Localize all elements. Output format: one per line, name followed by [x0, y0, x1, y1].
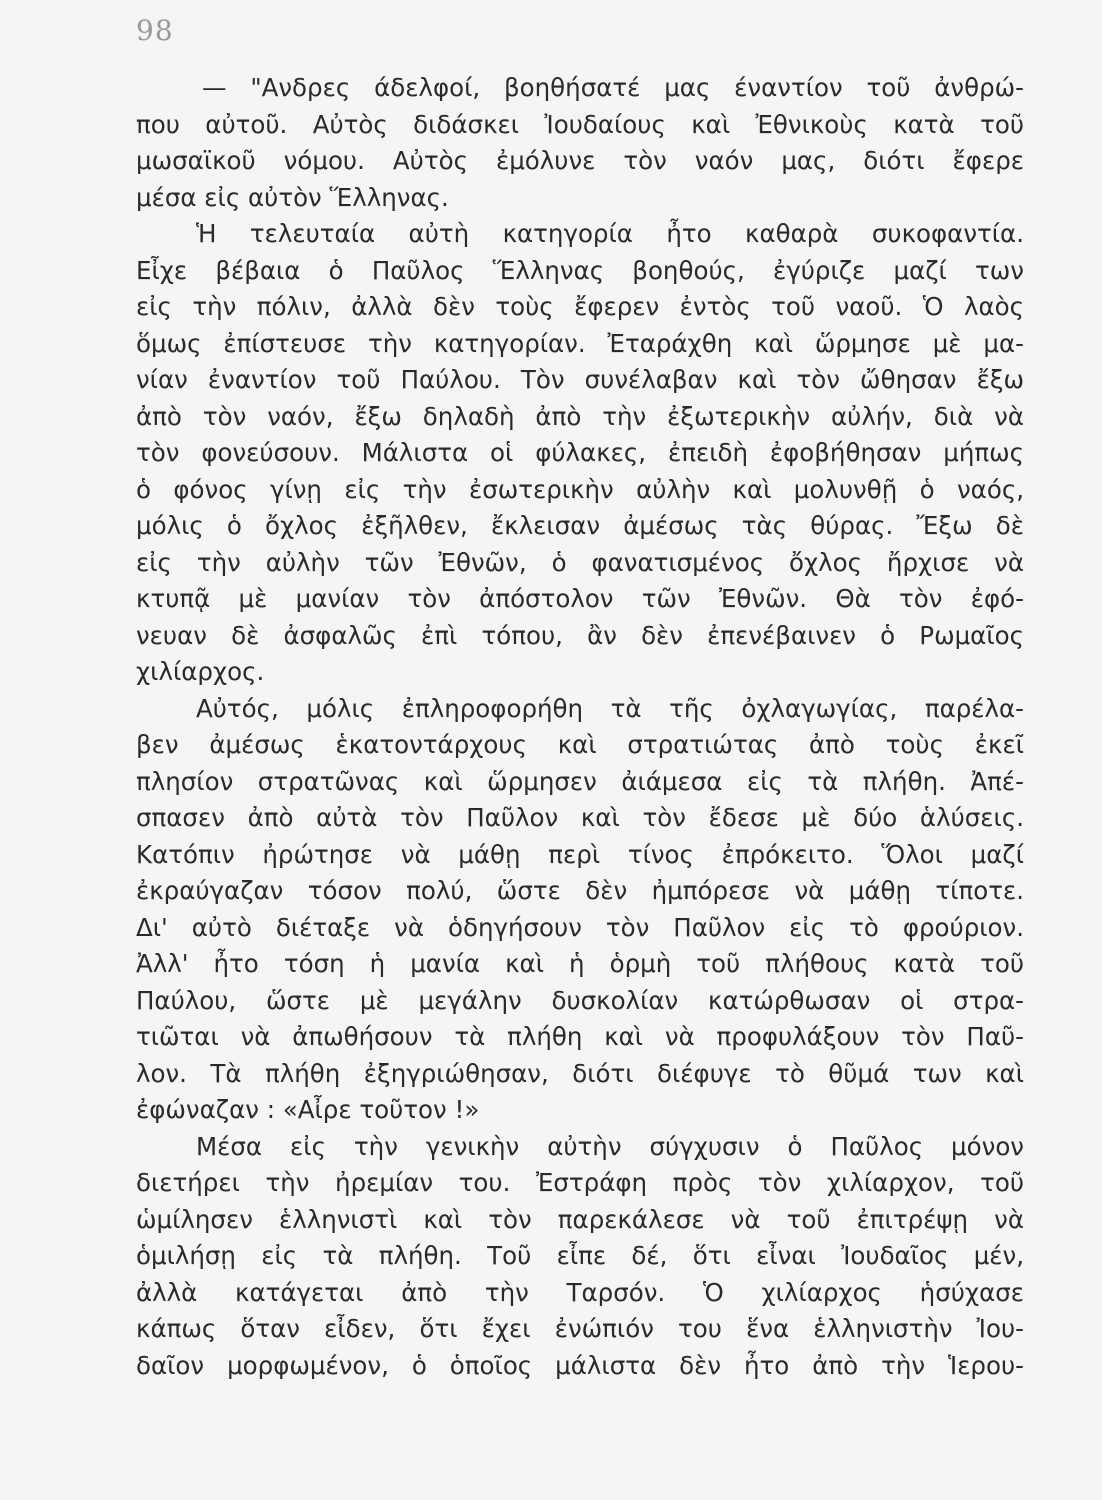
text-line: ἐκραύγαζαν τόσον πολύ, ὥστε δὲν ἠμπόρεσε νὰ μάθῃ τίποτε.: [136, 876, 1024, 905]
text-line: δαῖον μορφωμένον, ὁ ὁποῖος μάλιστα δὲν ἦτο ἀπὸ τὴν Ἱερου-: [136, 1350, 1024, 1380]
page-number: 98: [136, 14, 174, 47]
text-line: εἰς τὴν πόλιν, ἀλλὰ δὲν τοὺς ἔφερεν ἐντὸς τοῦ ναοῦ. Ὁ λαὸς: [136, 292, 1024, 321]
text-line: μόλις ὁ ὄχλος ἐξῆλθεν, ἔκλεισαν ἀμέσως τὰς θύρας. Ἔξω δὲ: [136, 511, 1024, 540]
text-line: που αὐτοῦ. Αὐτὸς διδάσκει Ἰουδαίους καὶ Ἐθνικοὺς κατὰ τοῦ: [136, 109, 1024, 139]
text-line: Αὐτός, μόλις ἐπληροφορήθη τὰ τῆς ὀχλαγωγίας, παρέλα-: [196, 693, 1024, 723]
text-line: διετήρει τὴν ἠρεμίαν του. Ἐστράφη πρὸς τὸν χιλίαρχον, τοῦ: [136, 1168, 1024, 1197]
text-line: πλησίον στρατῶνας καὶ ὥρμησεν ἀιάμεσα εἰς τὰ πλήθη. Ἀπέ-: [136, 766, 1024, 796]
text-line: μέσα εἰς αὐτὸν Ἕλληνας.: [136, 182, 449, 212]
text-line: βεν ἀμέσως ἑκατοντάρχους καὶ στρατιώτας ἀπὸ τοὺς ἐκεῖ: [136, 730, 1024, 759]
body-text: [136, 70, 1024, 1384]
text-line: ὡμίλησεν ἑλληνιστὶ καὶ τὸν παρεκάλεσε νὰ τοῦ ἐπιτρέψῃ νὰ: [136, 1204, 1024, 1234]
text-line: Ἡ τελευταία αὐτὴ κατηγορία ἦτο καθαρὰ συκοφαντία.: [196, 219, 1024, 248]
text-line: νίαν ἐναντίον τοῦ Παύλου. Τὸν συνέλαβαν καὶ τὸν ὤθησαν ἔξω: [136, 365, 1024, 394]
text-line: Δι' αὐτὸ διέταξε νὰ ὁδηγήσουν τὸν Παῦλον εἰς τὸ φρούριον.: [136, 912, 1024, 942]
text-line: λον. Τὰ πλήθη ἐξηγριώθησαν, διότι διέφυγε τὸ θῦμά των καὶ: [136, 1058, 1024, 1088]
text-line: Κατόπιν ἠρώτησε νὰ μάθῃ περὶ τίνος ἐπρόκειτο. Ὅλοι μαζί: [136, 839, 1024, 869]
text-line: Ἀλλ' ἦτο τόση ἡ μανία καὶ ἡ ὁρμὴ τοῦ πλήθους κατὰ τοῦ: [136, 949, 1024, 978]
text-line: ἀλλὰ κατάγεται ἀπὸ τὴν Ταρσόν. Ὁ χιλίαρχος ἡσύχασε: [136, 1277, 1024, 1307]
text-line: σπασεν ἀπὸ αὐτὰ τὸν Παῦλον καὶ τὸν ἔδεσε μὲ δύο ἁλύσεις.: [136, 803, 1024, 832]
text-line: τὸν φονεύσουν. Μάλιστα οἱ φύλακες, ἐπειδὴ ἐφοβήθησαν μήπως: [136, 438, 1024, 467]
text-line: χιλίαρχος.: [136, 657, 265, 686]
text-line: ὁ φόνος γίνῃ εἰς τὴν ἐσωτερικὴν αὐλὴν καὶ μολυνθῇ ὁ ναός,: [136, 474, 1024, 504]
text-line: ἐφώναζαν : «Αἶρε τοῦτον !»: [136, 1095, 480, 1124]
text-line: εἰς τὴν αὐλὴν τῶν Ἐθνῶν, ὁ φανατισμένος ὄχλος ἤρχισε νὰ: [136, 547, 1024, 577]
text-line: ὅμως ἐπίστευσε τὴν κατηγορίαν. Ἐταράχθη καὶ ὥρμησε μὲ μα-: [136, 328, 1024, 358]
text-line: — "Ανδρες άδελφοί, βοηθήσατέ μας έναντίον τοῦ ἀνθρώ-: [202, 73, 1024, 102]
text-line: μωσαϊκοῦ νόμου. Αὐτὸς ἐμόλυνε τὸν ναόν μας, διότι ἔφερε: [136, 146, 1024, 175]
text-line: Εἶχε βέβαια ὁ Παῦλος Ἕλληνας βοηθούς, ἐγύριζε μαζί των: [136, 255, 1024, 285]
text-line: τιῶται νὰ ἀπωθήσουν τὰ πλήθη καὶ νὰ προφυλάξουν τὸν Παῦ-: [136, 1022, 1024, 1051]
text-line: νευαν δὲ ἀσφαλῶς ἐπὶ τόπου, ἂν δὲν ἐπενέβαινεν ὁ Ρωμαῖος: [136, 620, 1024, 650]
text-line: ἀπὸ τὸν ναόν, ἔξω δηλαδὴ ἀπὸ τὴν ἐξωτερικὴν αὐλήν, διὰ νὰ: [136, 401, 1024, 431]
text-line: κτυπᾷ μὲ μανίαν τὸν ἀπόστολον τῶν Ἐθνῶν. Θὰ τὸν ἐφό-: [136, 584, 1024, 613]
text-line: κάπως ὅταν εἶδεν, ὅτι ἔχει ἐνώπιόν του ἕνα ἑλληνιστὴν Ἰου-: [136, 1314, 1024, 1343]
text-line: ὁμιλήσῃ εἰς τὰ πλήθη. Τοῦ εἶπε δέ, ὅτι εἶναι Ἰουδαῖος μέν,: [136, 1241, 1024, 1270]
text-line: Μέσα εἰς τὴν γενικὴν αὐτὴν σύγχυσιν ὁ Παῦλος μόνον: [196, 1131, 1024, 1161]
text-line: Παύλου, ὥστε μὲ μεγάλην δυσκολίαν κατώρθωσαν οἱ στρα-: [136, 985, 1024, 1015]
